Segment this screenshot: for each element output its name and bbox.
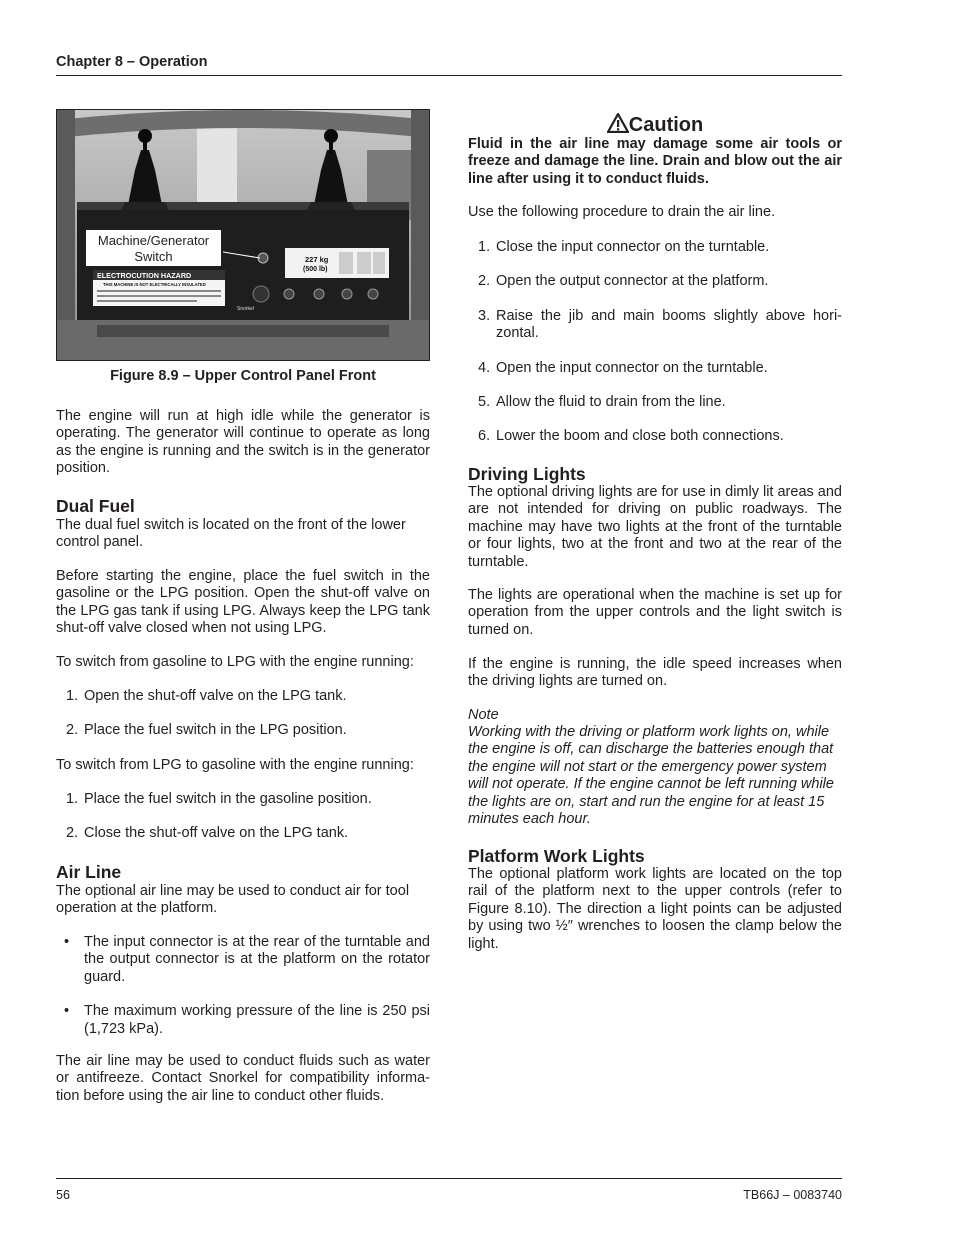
platform-lights-heading: Platform Work Lights — [468, 846, 645, 866]
caution-heading — [468, 113, 842, 137]
list-item: 2. Open the output connector at the platform. — [478, 273, 769, 290]
steps-lpg-to-gas — [56, 791, 430, 843]
air-line-p2: The air line may be used to conduct fluids such as water or antifreeze. Contact Snorkel for compatibility informa-tion before using the air line to conduct other fluids. — [56, 1053, 430, 1104]
list-item: 2. Close the shut-off valve on the LPG tank. — [66, 825, 349, 842]
drain-intro: Use the following procedure to drain the air line. — [468, 204, 776, 220]
note-text: Working with the driving or platform work lights on, while the engine is off, can discharge the batteries enough that the engine will not start or the emergency power system will not operate. If the engine cannot be left running while the lights are on, start and run the engine for at least 15 minutes each hour. — [468, 724, 834, 828]
driving-lights-p2: The lights are operational when the machine is set up for operation from the upper controls and the light switch is turned on. — [468, 587, 842, 638]
header-rule — [56, 75, 842, 76]
list-item: 6. Lower the boom and close both connections. — [478, 428, 784, 445]
dual-fuel-heading: Dual Fuel — [56, 496, 135, 516]
page-number: 56 — [56, 1188, 70, 1202]
driving-lights-p3: If the engine is running, the idle speed increases when the driving lights are turned on. — [468, 656, 842, 690]
document-id: TB66J – 0083740 — [743, 1188, 842, 1202]
warning-triangle-icon — [607, 113, 629, 133]
panel-brand: Snorkel — [237, 306, 254, 312]
dual-fuel-p1: The dual fuel switch is located on the front of the lower control panel. — [56, 517, 406, 551]
list-item: 3. Raise the jib and main booms slightly above hori-zontal. — [478, 307, 842, 342]
dual-fuel-p4: To switch from LPG to gasoline with the engine running: — [56, 757, 414, 773]
capacity-kg: 227 kg — [305, 255, 329, 264]
hazard-sub: THIS MACHINE IS NOT ELECTRICALLY INSULATED — [103, 282, 206, 287]
figure-callout: Machine/Generator Switch — [85, 229, 222, 267]
figure-caption: Figure 8.9 – Upper Control Panel Front — [110, 368, 376, 384]
dual-fuel-p3: To switch from gasoline to LPG with the engine running: — [56, 654, 414, 670]
list-item: 2. Place the fuel switch in the LPG position. — [66, 722, 347, 739]
dual-fuel-p2: Before starting the engine, place the fuel switch in the gasoline or the LPG position. Open the shut-off valve on the LPG gas tank if using LPG. Always keep the LPG tank shut-off valve closed when not using LPG. — [56, 568, 430, 637]
air-line-heading: Air Line — [56, 862, 122, 882]
hazard-title: ELECTROCUTION HAZARD — [97, 271, 192, 280]
list-item: • The input connector is at the rear of the turntable and the output connector is at the platform on the rotator guard. — [64, 934, 430, 985]
capacity-lb: (500 lb) — [303, 266, 328, 273]
driving-lights-p1: The optional driving lights are for use in dimly lit areas and are not intended for driving on public roadways. The machine may have two lights at the front of the turntable or four lights, two at the front and two at the rear of the turntable. — [468, 484, 842, 570]
platform-lights-p1: The optional platform work lights are located on the top rail of the platform next to the upper controls (refer to Figure 8.10). The direction a light points can be adjusted by using two ½″ wrenches to loosen the clamp below the light. — [468, 866, 842, 952]
air-line-bullets — [56, 934, 430, 1038]
list-item: 5. Allow the fluid to drain from the line. — [478, 394, 726, 411]
drain-steps — [468, 239, 842, 446]
caution-text: Fluid in the air line may damage some air tools or freeze and damage the line. Drain and blow out the air line after using it to conduct fluids. — [468, 136, 842, 187]
list-item: 1. Close the input connector on the turntable. — [478, 239, 770, 255]
list-item: 4. Open the input connector on the turntable. — [478, 359, 768, 376]
note-label: Note — [468, 707, 499, 723]
intro-paragraph: The engine will run at high idle while the generator is operating. The generator will continue to operate as long as the engine is running and the switch is in the generator position. — [56, 408, 430, 477]
chapter-header: Chapter 8 – Operation — [56, 54, 208, 70]
air-line-p1: The optional air line may be used to conduct air for tool operation at the platform. — [56, 883, 410, 917]
caution-title-text: Caution — [628, 114, 704, 136]
driving-lights-heading: Driving Lights — [468, 464, 586, 484]
steps-gas-to-lpg — [56, 688, 430, 740]
list-item: 1. Open the shut-off valve on the LPG tank. — [66, 688, 347, 704]
footer-rule — [56, 1178, 842, 1179]
list-item: • The maximum working pressure of the line is 250 psi (1,723 kPa). — [64, 1003, 430, 1037]
list-item: 1. Place the fuel switch in the gasoline position. — [66, 791, 372, 807]
